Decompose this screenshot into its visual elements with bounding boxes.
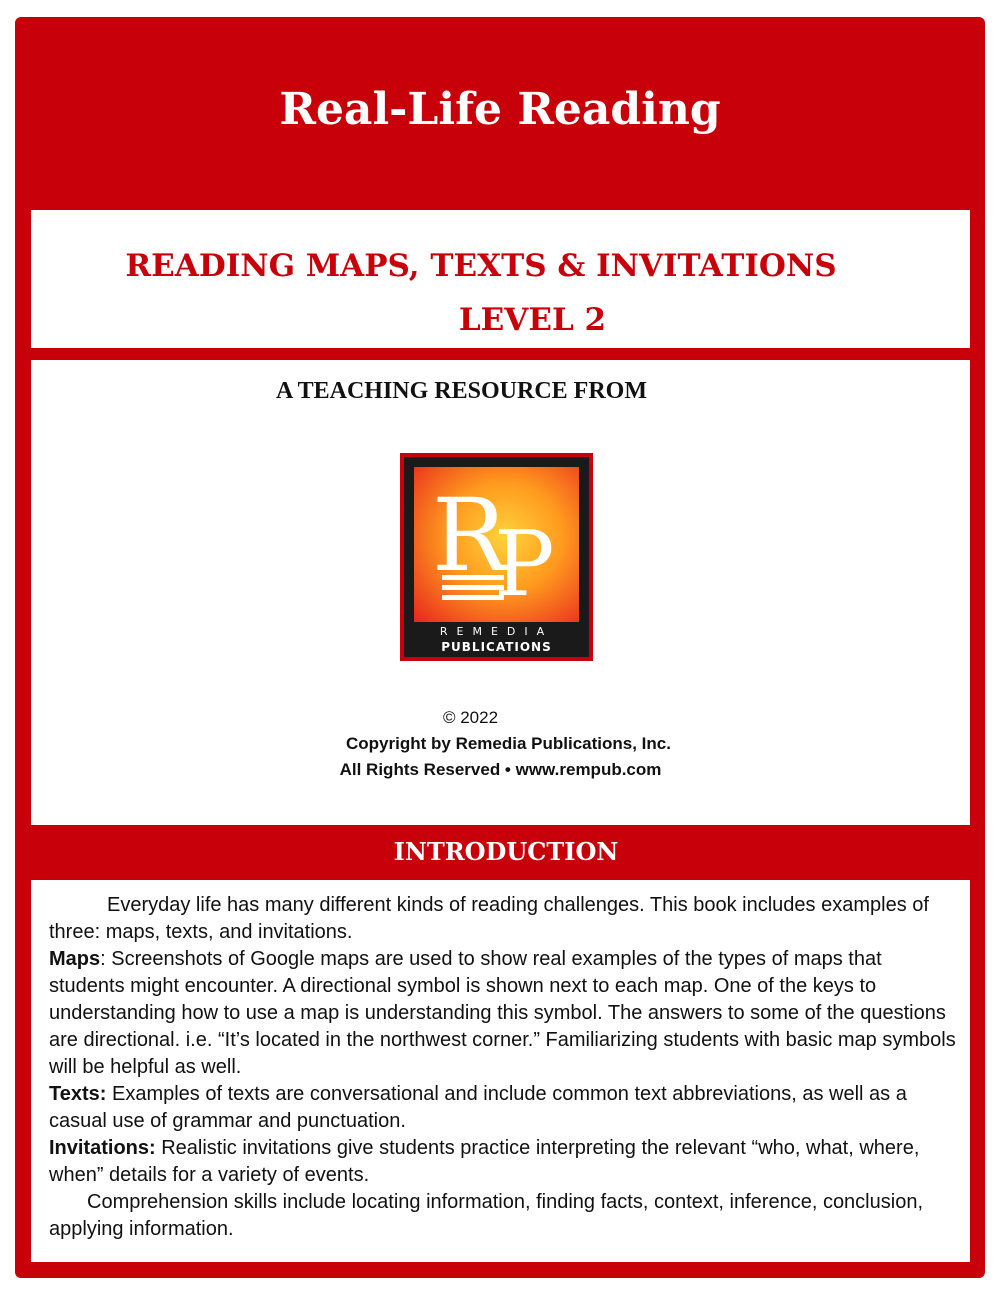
logo-name-line2: PUBLICATIONS [441,640,552,654]
logo-emblem [414,467,579,622]
maps-paragraph [49,946,958,1081]
texts-text: Examples of texts are conversational and include common text abbreviations, as well as a casual use of grammar and punctuation. [49,1083,907,1132]
svg-text:R: R [432,477,508,594]
subtitle-panel [31,210,970,348]
invitations-text: Realistic invitations give students practice interpreting the relevant “who, what, where, when” details for a variety of events. [49,1137,920,1186]
copyright-block [31,705,970,783]
invitations-label: Invitations: [49,1137,156,1159]
rights-line: All Rights Reserved • www.rempub.com [339,760,662,779]
texts-paragraph [49,1081,958,1135]
introduction-panel [31,880,970,1262]
publisher-panel [31,360,970,825]
logo-name-line1: REMEDIA [439,625,554,638]
introduction-heading: INTRODUCTION [393,837,619,866]
remedia-publications-logo [400,453,593,661]
copyright-year: © 2022 [442,708,499,727]
resource-line: A TEACHING RESOURCE FROM [276,378,647,404]
svg-text:P: P [494,512,555,617]
invitations-paragraph [49,1135,958,1189]
maps-text: : Screenshots of Google maps are used to show real examples of the types of maps that students might encounter. A directional symbol is shown next to each map. One of the keys to understanding how to use a map is understanding this symbol. The answers to some of the questions are directional. i.e. “It’s located in the northwest corner.” Familiarizing students with basic map symbols will be helpful as well. [49,948,956,1078]
book-level: LEVEL 2 [458,302,607,338]
maps-label: Maps [49,948,101,970]
book-title: READING MAPS, TEXTS & INVITATIONS [125,248,837,284]
intro-paragraph: Everyday life has many different kinds of reading challenges. This book includes examples of three: maps, texts, and invitations. [49,894,929,943]
skills-paragraph: Comprehension skills include locating information, finding facts, context, inference, conclusion, applying information. [49,1191,923,1240]
copyright-line: Copyright by Remedia Publications, Inc. [346,734,671,753]
page-title: Real-Life Reading [279,84,721,135]
texts-label: Texts: [49,1083,107,1105]
rp-monogram-icon [414,467,579,622]
